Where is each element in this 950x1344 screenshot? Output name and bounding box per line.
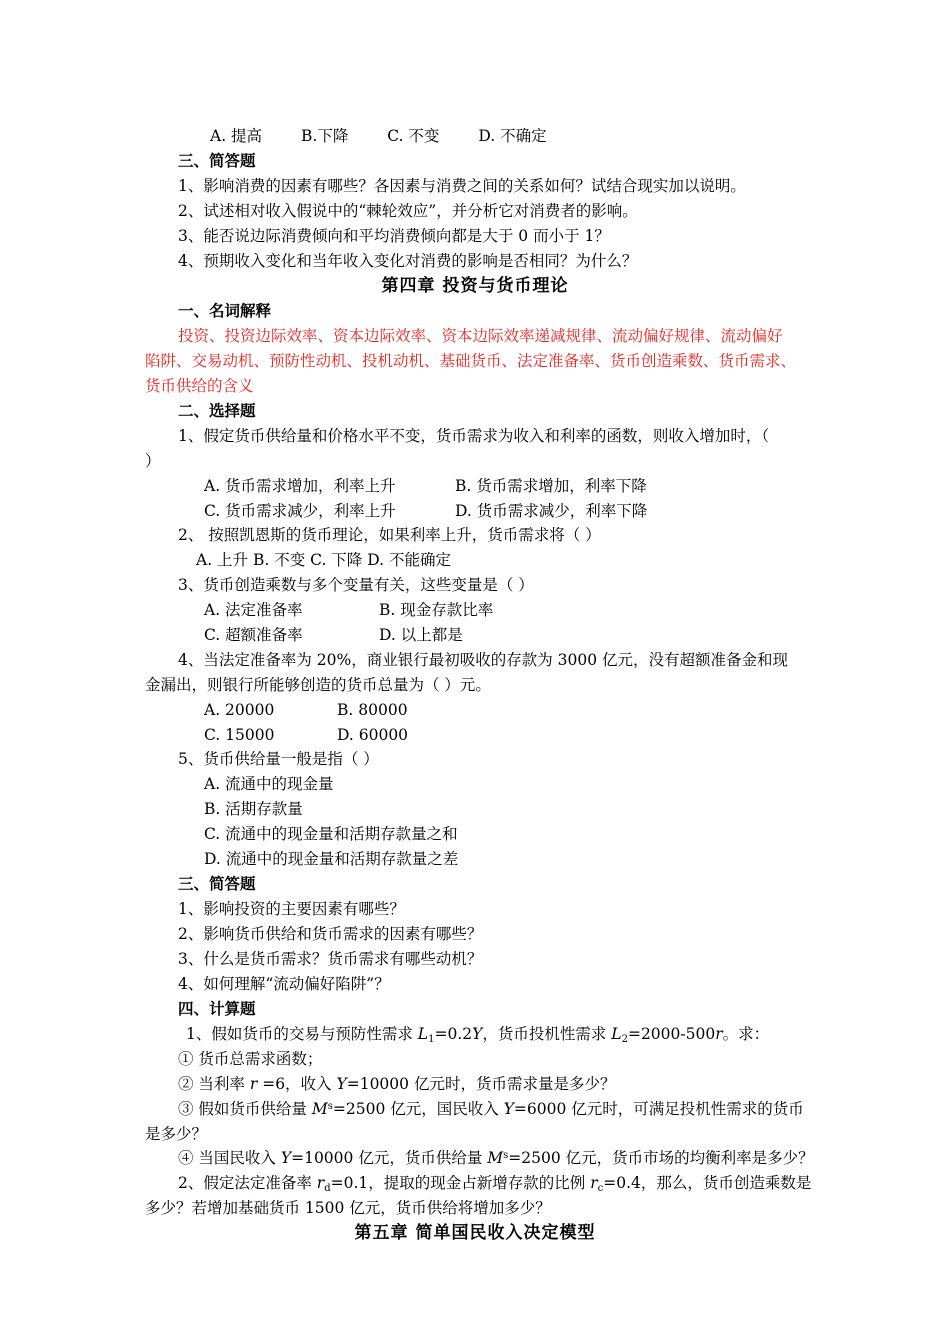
option: D. 以上都是: [379, 626, 463, 644]
question-cont: ）: [145, 452, 161, 470]
option: B. 80000: [337, 701, 408, 719]
question: 4、如何理解“流动偏好陷阱”？: [178, 975, 390, 993]
prev-question-options: [210, 126, 547, 146]
option: B. 现金存款比率: [379, 601, 494, 619]
sub-question-cont: 是多少？: [145, 1125, 208, 1143]
question: 2、试述相对收入假说中的“棘轮效应”，并分析它对消费者的影响。: [178, 202, 638, 220]
question: 4、预期收入变化和当年收入变化对消费的影响是否相同？为什么？: [178, 252, 638, 270]
calc-question-2: 2、假定法定准备率 $r_d=0.1$，提取的现金占新增存款的比例 $r_c=0.4$，那么，货币创造乘数是: [178, 1174, 812, 1194]
question: 4、当法定准备率为 20%，商业银行最初吸收的存款为 3000 亿元，没有超额准备金和现: [178, 651, 789, 669]
option: B. 货币需求增加，利率下降: [455, 477, 647, 495]
terms-text: 货币供给的含义: [145, 377, 254, 395]
option: C. 15000: [204, 726, 275, 744]
option: C. 超额准备率: [204, 626, 303, 644]
option: D. 60000: [337, 726, 409, 744]
terms-text: 投资、投资边际效率、资本边际效率、资本边际效率递减规律、流动偏好规律、流动偏好: [178, 327, 783, 345]
option: B. 活期存款量: [204, 800, 303, 818]
section-heading-calc: 四、计算题: [178, 999, 256, 1018]
question: 1、影响投资的主要因素有哪些？: [178, 900, 405, 918]
option: C. 货币需求减少，利率上升: [204, 502, 396, 520]
chapter-title: 第四章 投资与货币理论: [381, 276, 569, 296]
option: A. 法定准备率: [204, 601, 303, 619]
option-b: B.下降: [301, 127, 349, 145]
option: D. 货币需求减少，利率下降: [455, 502, 648, 520]
calc-question-1: 1、假如货币的交易与预防性需求 $L_1=0.2Y$，货币投机性需求 $L_2=2000-500r$。求：: [186, 1025, 770, 1045]
option: C. 流通中的现金量和活期存款量之和: [204, 825, 458, 843]
terms-text: 陷阱、交易动机、预防性动机、投机动机、基础货币、法定准备率、货币创造乘数、货币需求、: [145, 352, 797, 370]
section-heading-short-answer: 三、简答题: [178, 874, 256, 893]
question: 3、货币创造乘数与多个变量有关，这些变量是（ ）: [178, 576, 534, 594]
sub-question: ② 当利率 r =6，收入 Y=10000 亿元时，货币需求量是多少？: [178, 1075, 616, 1093]
option-d: D. 不确定: [478, 127, 547, 145]
section-heading-terms: 一、名词解释: [178, 301, 272, 320]
question: 1、假定货币供给量和价格水平不变，货币需求为收入和利率的函数，则收入增加时，（: [178, 427, 770, 445]
chapter-title: 第五章 简单国民收入决定模型: [354, 1223, 596, 1243]
question: 1、影响消费的因素有哪些？各因素与消费之间的关系如何？试结合现实加以说明。: [178, 177, 746, 195]
option-row: A. 上升 B. 不变 C. 下降 D. 不能确定: [196, 551, 451, 569]
question: 3、什么是货币需求？货币需求有哪些动机？: [178, 950, 483, 968]
option-c: C. 不变: [387, 127, 440, 145]
question: 3、能否说边际消费倾向和平均消费倾向都是大于 0 而小于 1？: [178, 227, 610, 245]
option: A. 货币需求增加，利率上升: [204, 477, 396, 495]
question-cont: 金漏出，则银行所能够创造的货币总量为（ ）元。: [145, 676, 491, 694]
option-a: A. 提高: [210, 127, 263, 145]
section-heading-short-answer: 三、简答题: [178, 151, 256, 170]
sub-question: ① 货币总需求函数；: [178, 1050, 323, 1068]
section-heading-choice: 二、选择题: [178, 401, 256, 420]
calc-question-cont: 多少？若增加基础货币 1500 亿元，货币供给将增加多少？: [145, 1199, 551, 1217]
option: D. 流通中的现金量和活期存款量之差: [204, 850, 459, 868]
question: 2、 按照凯恩斯的货币理论，如果利率上升，货币需求将（ ）: [178, 526, 601, 544]
sub-question: ③ 假如货币供给量 $M^s=2500$ 亿元，国民收入 Y=6000 亿元时，可满足投机性需求的货币: [178, 1100, 804, 1118]
question: 5、货币供给量一般是指（ ）: [178, 750, 379, 768]
option: A. 20000: [204, 701, 275, 719]
option: A. 流通中的现金量: [204, 775, 334, 793]
question: 2、影响货币供给和货币需求的因素有哪些？: [178, 925, 483, 943]
sub-question: ④ 当国民收入 Y=10000 亿元，货币供给量 $M^s=2500$ 亿元，货币市场的均衡利率是多少？: [178, 1149, 814, 1167]
